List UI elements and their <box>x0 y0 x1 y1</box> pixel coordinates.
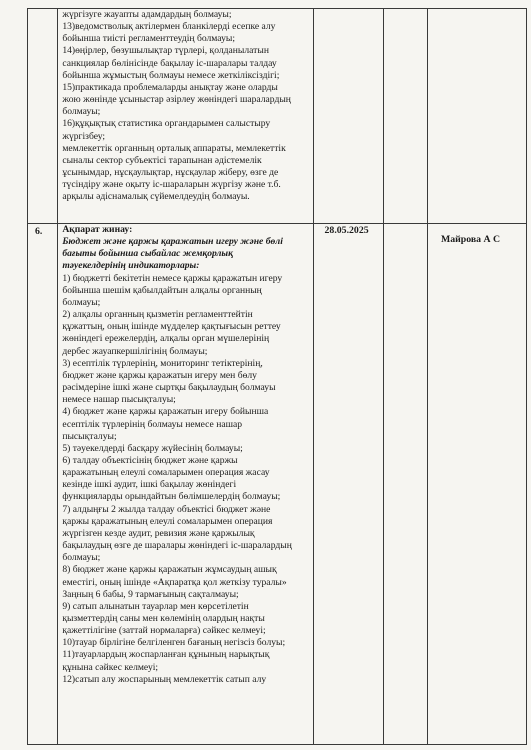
row-date <box>314 9 383 10</box>
text-line: болмауы; <box>62 106 101 118</box>
text-line: бойынша шешім қабылдайтын алқалы органның <box>62 284 262 296</box>
row-description-cell <box>58 224 313 745</box>
risk-indicators-table <box>27 8 527 745</box>
text-line: 7) алдыңғы 2 жылда талдау объектісі бюджет және <box>62 503 271 515</box>
row-date-cell <box>313 224 383 745</box>
text-line: жөніндегі ережелердің, алқалы орган мүшелерінің <box>62 333 270 345</box>
text-line: 9) сатып алынатын тауарлар мен көрсетілетін <box>62 600 249 612</box>
row-date: 28.05.2025 <box>324 225 369 236</box>
row-number-cell <box>28 224 58 745</box>
text-line: түсіндіру және оқыту іс-шараларын жүргізу және т.б. <box>62 179 281 191</box>
section-subheading <box>62 236 309 272</box>
text-line: еместігі, оның ішінде «Ақпаратқа қол жеткізу туралы» <box>62 576 287 588</box>
table-row <box>28 224 527 745</box>
text-line: ұсынымдар, нұсқаулықтар, нұсқаулар жіберу, өзге де <box>62 167 279 179</box>
text-line: пысықталуы; <box>62 430 117 442</box>
text-line: жою жөнінде ұсыныстар әзірлеу жөніндегі шаралардың <box>62 94 291 106</box>
row-responsible <box>428 9 526 19</box>
text-line: дербес жауапкершілігінің болмауы; <box>62 345 208 357</box>
text-line: құнына сәйкес келмеуі; <box>62 661 159 673</box>
section-heading: Ақпарат жинау: <box>62 224 133 235</box>
text-line: мемлекеттік органның орталық аппараты, мемлекеттік <box>62 142 286 154</box>
text-line: бюджет және қаржы қаражатын игеру мен бөлу <box>62 369 257 381</box>
text-line: болмауы; <box>62 552 101 564</box>
text-line: тәуекелдерінің индикаторлары: <box>62 260 200 272</box>
row-responsible-cell <box>427 224 526 745</box>
text-line: 8) бюджет және қаржы қаражатын жұмсаудың ашық <box>62 564 277 576</box>
text-line: 6) талдау объектісінің бюджет және қаржы <box>62 454 238 466</box>
text-line: жүргізбеу; <box>62 130 106 142</box>
text-line: санкциялар бөлінісінде бақылау іс-шаралары талдау <box>62 57 277 69</box>
text-line: сыналы сектор субъектісі тарапынан әдістемелік <box>62 154 262 166</box>
text-line: 10)тауар бірлігіне белгіленген бағаның негізсіз болуы; <box>62 637 286 649</box>
row-description <box>58 224 312 686</box>
row-date-cell <box>313 9 383 224</box>
row-number <box>28 9 57 11</box>
text-line: Заңның 6 бабы, 9 тармағының сақталмауы; <box>62 588 239 600</box>
text-line: 16)құқықтық статистика органдарымен салыстыру <box>62 118 271 130</box>
text-line: бақылаудың өзге де шаралары жөніндегі іс-шаралардың <box>62 540 292 552</box>
text-line: бағыты бойынша сыбайлас жемқорлық <box>62 248 233 260</box>
text-line: болмауы; <box>62 296 101 308</box>
row-description <box>58 9 312 204</box>
text-line: 11)тауарлардың жоспарланған құнының нарықтық <box>62 649 270 661</box>
row-description-cell <box>58 9 313 224</box>
text-line: қажеттілігіне (заттай нормаларға) сәйкес келмеуі; <box>62 625 266 637</box>
table-row <box>28 9 527 224</box>
indicator-list <box>62 273 309 686</box>
text-line: функцияларды орындайтын бөлімшелердің болмауы; <box>62 491 281 503</box>
row-number: 6. <box>35 226 43 237</box>
text-line: қаражатының елеулі сомаларымен операция жасау <box>62 467 270 479</box>
text-line: жүргізген кезде аудит, ревизия және қаржылық <box>62 527 255 539</box>
row-empty-cell <box>383 224 427 745</box>
text-line: 15)практикада проблемаларды анықтау және оларды <box>62 81 278 93</box>
text-line: Бюджет және қаржы қаражатын игеру және бөлі <box>62 236 283 248</box>
text-line: арқылы әдіснамалық сүйемелдеудің болмауы. <box>62 191 250 203</box>
text-line: есептілік түрлерінің болмауы немесе нашар <box>62 418 243 430</box>
text-line: 4) бюджет және қаржы қаражатын игеру бойынша <box>62 406 269 418</box>
text-line: 2) алқалы органның қызметін регламенттейтін <box>62 309 253 321</box>
text-line: қаржы қаражатының елеулі сомаларымен операция <box>62 515 273 527</box>
text-line: 1) бюджетті бекітетін немесе қаржы қаражатын игеру <box>62 272 283 284</box>
text-line: қызметтердің саны мен көлемінің олардың нақты <box>62 613 265 624</box>
text-line: 14)өңірлер, бөзушылықтар түрлері, қолданылатын <box>62 45 269 57</box>
text-line: жүргізуге жауапты адамдардың болмауы; <box>62 9 232 20</box>
text-line: 3) есептілік түрлерінің, мониторинг тетіктерінің, <box>62 357 263 369</box>
row-responsible: Майрова А С <box>440 234 501 245</box>
text-line: 13)ведомстволық актілермен бланкілерді есепке алу <box>62 21 276 33</box>
text-line: немесе нашар пысықталуы; <box>62 394 176 406</box>
text-line: 5) тәуекелдерді басқару жүйесінің болмауы; <box>62 442 243 454</box>
text-line: 12)сатып алу жоспарының мемлекеттік сатып алу <box>62 673 267 685</box>
row-empty-cell <box>383 9 427 224</box>
row-responsible-cell <box>427 9 526 224</box>
text-line: рәсімдеріне ішкі және сыртқы бақылаудың болмауы <box>62 382 276 394</box>
text-line: бойынша тиісті регламенттеудің болмауы; <box>62 33 235 45</box>
text-line: бойынша жұмыстың болмауы немесе жеткіліксіздігі; <box>62 69 280 81</box>
text-line: құжаттың, оның ішінде мүдделер қақтығысын реттеу <box>62 321 281 333</box>
row-number-cell <box>28 9 58 224</box>
text-line: кезінде ішкі аудит, ішкі бақылау жөніндегі <box>62 479 237 491</box>
